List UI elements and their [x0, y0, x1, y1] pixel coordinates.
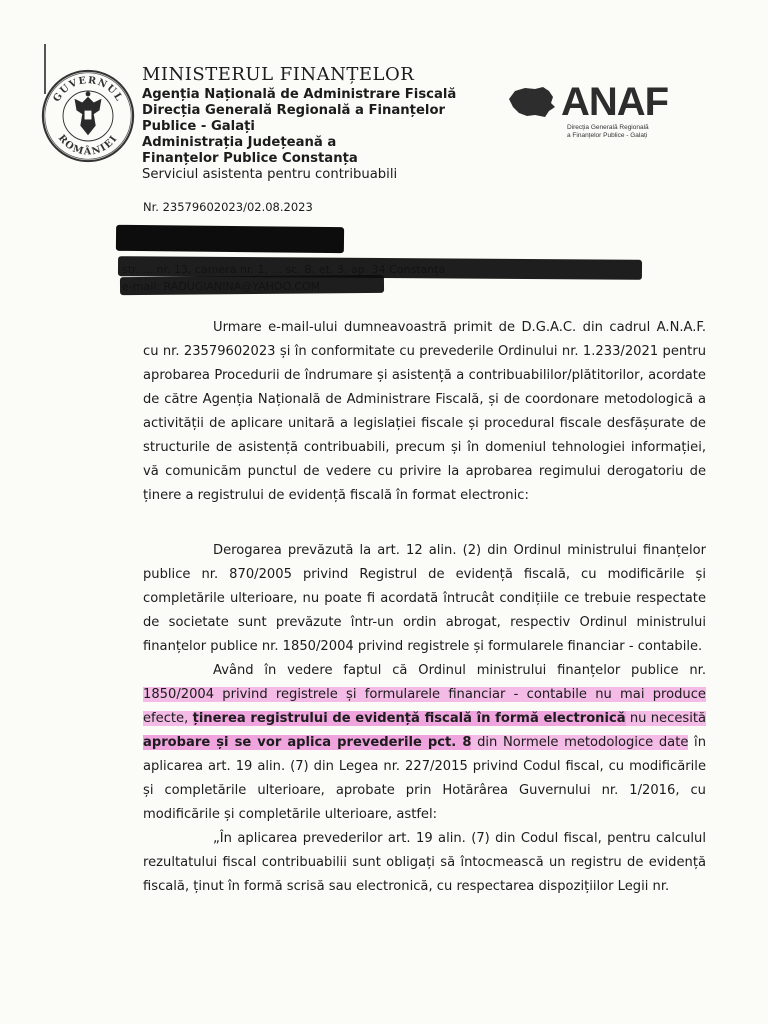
letter-body [143, 316, 706, 899]
highlight-not-required: nu necesită [625, 711, 706, 726]
seal-text-top: GUVERNUL [51, 75, 125, 104]
redaction-bar-name [116, 225, 344, 253]
government-seal-icon [40, 68, 136, 164]
paragraph-conclusion [143, 659, 706, 827]
anaf-logo [505, 82, 685, 140]
highlight-approval-point-8: aprobare și se vor aplica prevederile pct. 8 [143, 735, 472, 750]
directorate-name: Direcția Generală Regională a Finanțelor [142, 103, 446, 118]
ministry-title: MINISTERUL FINANȚELOR [142, 64, 415, 85]
directorate-city: Publice - Galați [142, 119, 255, 134]
highlight-methodological-norms: din Normele metodologice date [471, 735, 689, 750]
paragraph-conclusion-end: în aplicarea art. 19 alin. (7) din Legea nr. 227/2015 privind Codul fiscal, cu modificările și completările ulterioare, aprobate prin Hotărârea Guvernului nr. 1/2016, cu modificările și completările ulterioare, astfel: [143, 735, 706, 822]
seal-text-bottom: ROMÂNIEI [55, 132, 121, 158]
paragraph-quote: „În aplicarea prevederilor art. 19 alin. (7) din Codul fiscal, pentru calculul rezultatului fiscal contribuabilii sunt obligați să întocmească un registru de evidență fiscală, ținut în formă scrisă sau electronică, cu respectarea dispozițiilor Legii nr. [143, 831, 706, 894]
county-administration-city: Finanțelor Publice Constanța [142, 151, 358, 166]
paragraph-conclusion-start: Având în vedere faptul că Ordinul ministrului finanțelor publice nr. [213, 663, 706, 678]
highlight-electronic-register: ținerea registrului de evidență fiscală în formă electronică [192, 711, 626, 726]
service-name: Serviciul asistenta pentru contribuabili [142, 167, 398, 182]
redaction-bar-email [120, 275, 384, 295]
ministry-header [142, 64, 456, 183]
anaf-logo-subtitle-2: a Finanțelor Publice - Galați [567, 132, 648, 139]
romania-map-icon [505, 85, 557, 119]
svg-text:ROMÂNIEI [56, 133, 120, 158]
agency-name: Agenția Națională de Administrare Fiscală [142, 87, 457, 102]
county-administration: Administrația Județeană a [142, 135, 337, 150]
reference-number: Nr. 23579602023/02.08.2023 [143, 200, 313, 214]
highlight-order-no-effect: 1850/2004 privind registrele și formularele financiar - contabile nu mai produce efecte, [143, 687, 706, 726]
paragraph-derogation: Derogarea prevăzută la art. 12 alin. (2) din Ordinul ministrului finanțelor publice nr. 870/2005 privind Registrul de evidență fiscală, cu modificările și completările ulterioare, nu poate fi acordată întrucât condițiile ce trebuie respectate de societate sunt prevăzute într-un ordin abrogat, respectiv Ordinul ministrului finanțelor publice nr. 1850/2004 privind registrele și formularele financiar - contabile. [143, 543, 706, 654]
anaf-logo-text: ANAF [561, 80, 669, 124]
paragraph-introduction: Urmare e-mail-ului dumneavoastră primit de D.G.A.C. din cadrul A.N.A.F. cu nr. 23579602023 și în conformitate cu prevederile Ordinului nr. 1.233/2021 pentru aprobarea Procedurii de îndrumare și asistență a contribuabililor/plătitorilor, acordate de către Agenția Națională de Administrare Fiscală, și de coordonare metodologică a activității de aplicare unitară a legislației fiscale și procedural fiscale desfășurate de structurile de asistență contribuabili, precum și în domeniul tehnologiei informației, vă comunicăm punctul de vedere cu privire la aprobarea regimului derogatoriu de ținere a registrului de evidență fiscală în format electronic: [143, 320, 706, 503]
anaf-logo-subtitle-1: Direcția Generală Regională [567, 124, 649, 131]
